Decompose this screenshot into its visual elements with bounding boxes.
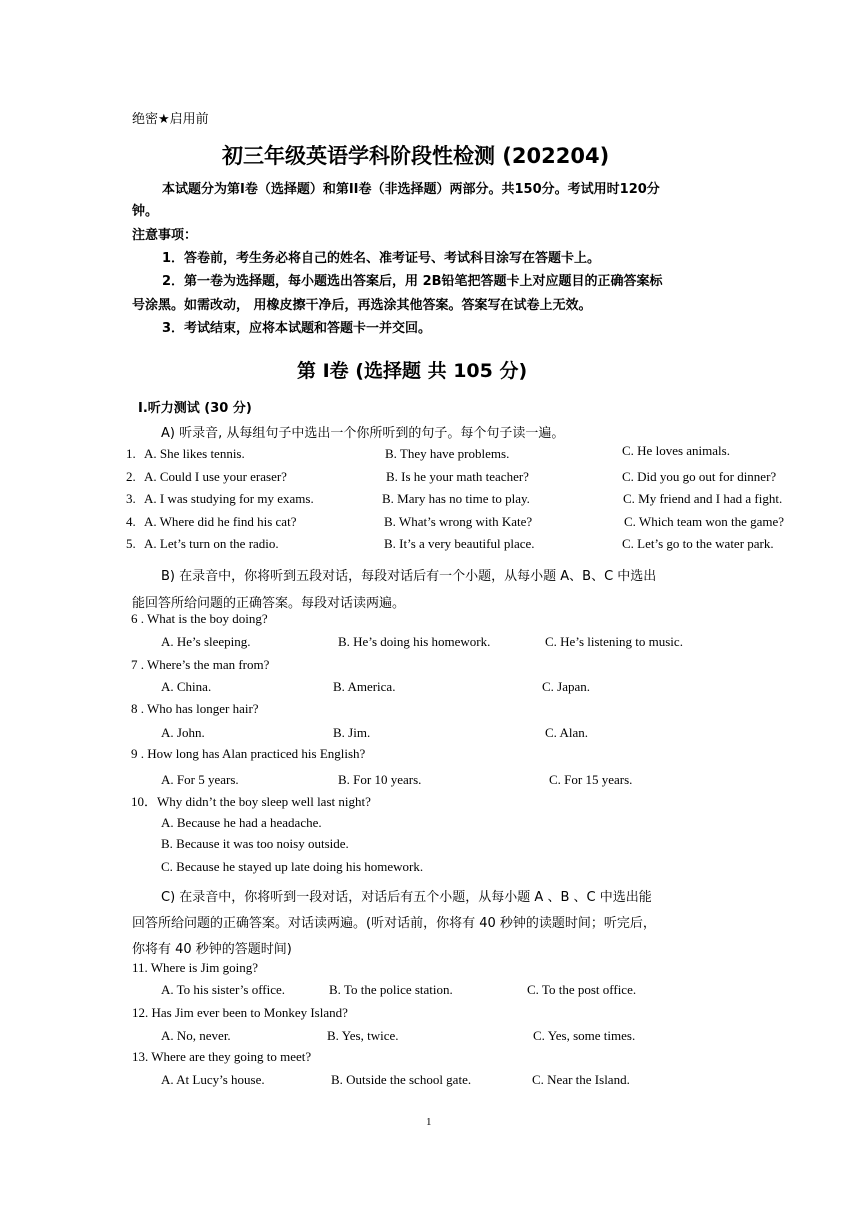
q11-option-a: A. To his sister’s office. [161, 982, 286, 997]
q13-option-a: A. At Lucy’s house. [161, 1072, 265, 1087]
page-number: 1 [426, 1116, 432, 1128]
q10-option-c: C. Because he stayed up late doing his homework. [161, 859, 424, 874]
option-a: A. I was studying for my exams. [144, 491, 314, 506]
q11-option-c: C. To the post office. [527, 982, 637, 997]
question-7: 7 . Where’s the man from? [131, 657, 270, 672]
question-11: 11. Where is Jim going? [132, 960, 259, 975]
question-row-4 [126, 514, 816, 534]
intro-line-2: 钟。 [132, 204, 159, 219]
question-8: 8 . Who has longer hair? [131, 701, 259, 716]
part-c-instruction-2: 回答所给问题的正确答案。对话读两遍。(听对话前，你将有 40 秒钟的读题时间；听完后， [132, 916, 656, 931]
q12-option-c: C. Yes, some times. [533, 1028, 636, 1043]
question-row-5 [126, 536, 816, 556]
q6-option-a: A. He’s sleeping. [161, 634, 251, 649]
option-c: C. Did you go out for dinner? [622, 469, 777, 484]
question-10: 10．Why didn’t the boy sleep well last night? [131, 794, 371, 809]
note-3: 3．考试结束，应将本试题和答题卡一并交回。 [162, 321, 432, 336]
section-title: 第 Ⅰ卷 (选择题 共 105 分) [297, 360, 528, 382]
part-a-instruction: A) 听录音, 从每组句子中选出一个你所听到的句子。每个句子读一遍。 [161, 426, 565, 441]
question-number: 2. [126, 469, 136, 484]
q10-option-b: B. Because it was too noisy outside. [161, 836, 349, 851]
question-6: 6 . What is the boy doing? [131, 611, 268, 626]
question-12: 12. Has Jim ever been to Monkey Island? [132, 1005, 348, 1020]
option-a: A. Let’s turn on the radio. [144, 536, 279, 551]
question-number: 4. [126, 514, 136, 529]
q7-option-c: C. Japan. [542, 679, 591, 694]
q6-option-b: B. He’s doing his homework. [338, 634, 491, 649]
exam-title: 初三年级英语学科阶段性检测 (202204) [222, 144, 610, 168]
note-2-continued: 号涂黑。如需改动， 用橡皮擦干净后，再选涂其他答案。答案写在试卷上无效。 [132, 298, 592, 313]
intro-line-1: 本试题分为第I卷（选择题）和第II卷（非选择题）两部分。共150分。考试用时120分 [162, 182, 660, 197]
secret-mark: 绝密★启用前 [132, 112, 209, 127]
q8-option-c: C. Alan. [545, 725, 588, 740]
part-b-instruction-1: B) 在录音中，你将听到五段对话，每段对话后有一个小题，从每小题 A、B、C 中选出 [161, 569, 657, 584]
q9-option-a: A. For 5 years. [161, 772, 239, 787]
part-c-instruction-1: C) 在录音中，你将听到一段对话，对话后有五个小题，从每小题 A 、B 、C 中选出能 [161, 890, 652, 905]
option-b: B. Is he your math teacher? [386, 469, 529, 484]
note-2: 2．第一卷为选择题，每小题选出答案后，用 2B铅笔把答题卡上对应题目的正确答案标 [162, 274, 663, 289]
q7-option-a: A. China. [161, 679, 212, 694]
q11-option-b: B. To the police station. [329, 982, 453, 997]
part-heading: Ⅰ.听力测试 (30 分) [138, 401, 252, 416]
q6-option-c: C. He’s listening to music. [545, 634, 683, 649]
option-c: C. Which team won the game? [624, 514, 785, 529]
part-c-instruction-3: 你将有 40 秒钟的答题时间) [132, 942, 292, 957]
part-b-instruction-2: 能回答所给问题的正确答案。每段对话读两遍。 [132, 596, 406, 611]
question-number: 5. [126, 536, 136, 551]
option-c: C. My friend and I had a fight. [623, 491, 783, 506]
option-a: A. Where did he find his cat? [144, 514, 297, 529]
option-b: B. They have problems. [385, 446, 510, 461]
option-c: C. He loves animals. [622, 443, 730, 458]
question-13: 13. Where are they going to meet? [132, 1049, 312, 1064]
q12-option-b: B. Yes, twice. [327, 1028, 399, 1043]
q12-option-a: A. No, never. [161, 1028, 231, 1043]
q10-option-a: A. Because he had a headache. [161, 815, 322, 830]
question-row-2 [126, 469, 816, 489]
q8-option-b: B. Jim. [333, 725, 371, 740]
q9-option-b: B. For 10 years. [338, 772, 422, 787]
q9-option-c: C. For 15 years. [549, 772, 633, 787]
option-b: B. What’s wrong with Kate? [384, 514, 533, 529]
q7-option-b: B. America. [333, 679, 396, 694]
question-row-3 [126, 491, 816, 511]
option-a: A. Could I use your eraser? [144, 469, 287, 484]
notice-heading: 注意事项： [132, 228, 198, 243]
note-1: 1．答卷前，考生务必将自己的姓名、准考证号、考试科目涂写在答题卡上。 [162, 251, 601, 266]
question-row-1 [126, 443, 816, 466]
q13-option-c: C. Near the Island. [532, 1072, 630, 1087]
option-b: B. Mary has no time to play. [382, 491, 530, 506]
question-9: 9 . How long has Alan practiced his English? [131, 746, 366, 761]
q13-option-b: B. Outside the school gate. [331, 1072, 472, 1087]
question-number: 3. [126, 491, 136, 506]
option-c: C. Let’s go to the water park. [622, 536, 774, 551]
option-a: A. She likes tennis. [144, 446, 245, 461]
option-b: B. It’s a very beautiful place. [384, 536, 535, 551]
question-number: 1. [126, 446, 136, 461]
q8-option-a: A. John. [161, 725, 205, 740]
